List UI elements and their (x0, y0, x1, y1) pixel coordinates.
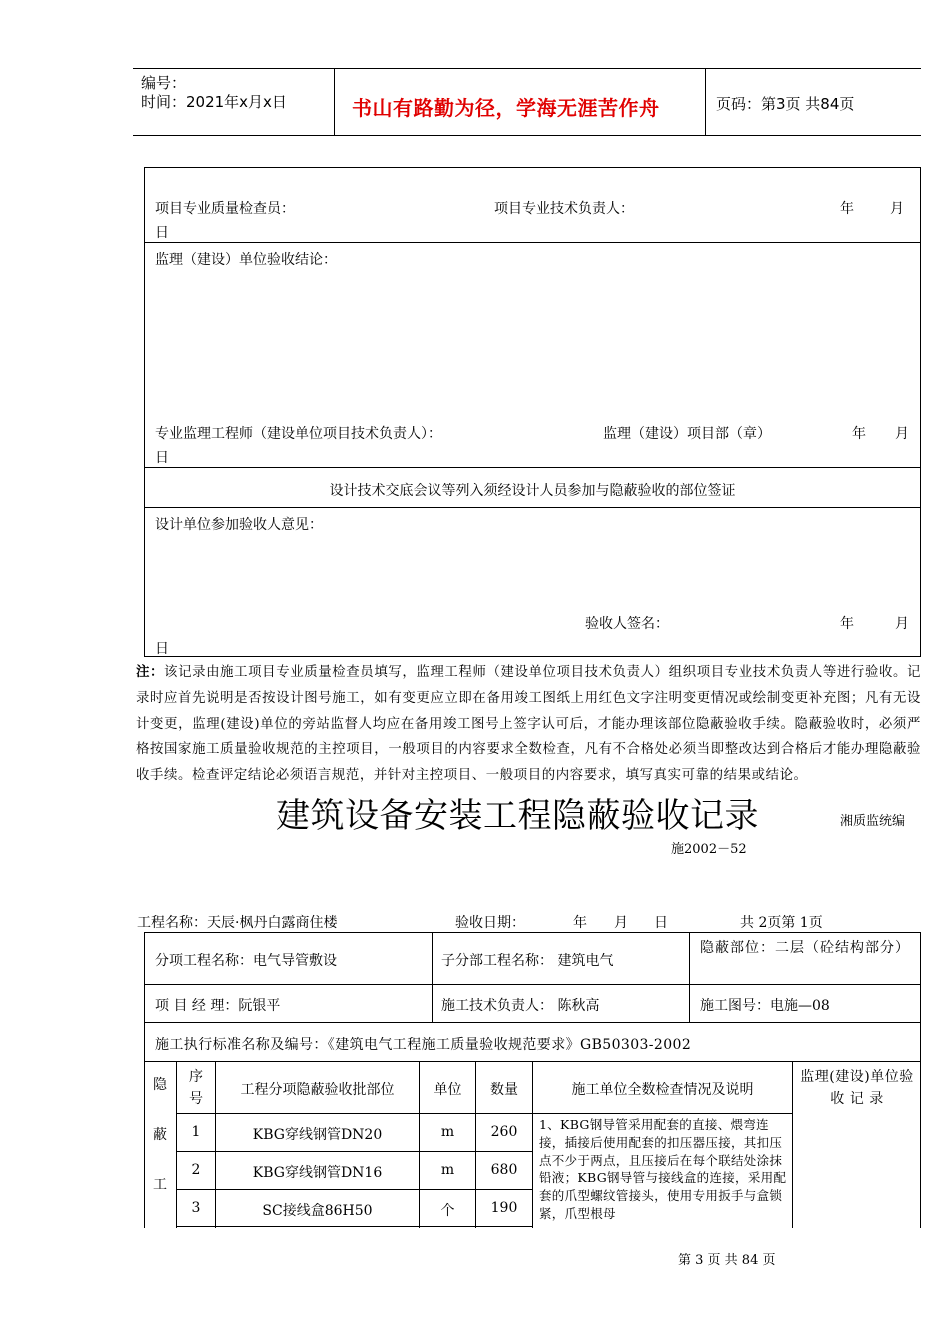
day-label: 日 (155, 641, 169, 657)
motto: 书山有路勤为径，学海无涯苦作舟 (352, 96, 660, 120)
side-label-char: 工 (153, 1177, 167, 1193)
header-bottom-rule (133, 135, 921, 136)
row-qty: 260 (490, 1124, 518, 1140)
row-part: SC接线盒86H50 (262, 1203, 373, 1219)
table-border (920, 932, 921, 1228)
supervision-conclusion-label: 监理（建设）单位验收结论： (155, 252, 337, 268)
day-label: 日 (155, 450, 169, 466)
row-seq: 3 (191, 1200, 201, 1216)
day-label: 日 (155, 225, 169, 241)
table-rule (176, 1151, 533, 1152)
hidden-part: 隐蔽部位：二层（砼结构部分） (700, 940, 910, 956)
form-rule (144, 242, 921, 243)
side-label-char: 隐 (153, 1077, 167, 1093)
header-unit: 单位 (433, 1082, 462, 1098)
tech-manager: 施工技术负责人： 陈秋高 (441, 998, 600, 1014)
side-label-char: 蔽 (153, 1127, 167, 1143)
record-title: 建筑设备安装工程隐蔽验收记录 (276, 796, 759, 836)
note-label: 注： (136, 664, 165, 680)
page-info: 页码：第3页 共84页 (716, 95, 855, 113)
supervising-engineer-label: 专业监理工程师（建设单位项目技术负责人）： (155, 426, 442, 442)
publisher-label: 湘质监统编 (840, 814, 906, 829)
header-top-rule (133, 68, 921, 69)
date-day: 日 (654, 915, 668, 931)
project-manager: 项 目 经 理：阮银平 (155, 998, 281, 1014)
table-rule (144, 1022, 921, 1023)
header-qty: 数量 (490, 1082, 518, 1098)
page-count: 共 2页第 1页 (740, 915, 823, 931)
design-signoff-title: 设计技术交底会议等列入须经设计人员参加与隐蔽验收的部位签证 (329, 483, 736, 499)
table-divider (792, 1061, 793, 1228)
acceptance-date-label: 验收日期： (455, 915, 525, 931)
month-label: 月 (895, 616, 909, 632)
row-part: KBG穿线钢管DN20 (252, 1127, 383, 1143)
header-seq: 序号 (189, 1069, 203, 1107)
date-year: 年 (573, 915, 587, 931)
sub-division-name: 子分部工程名称： 建筑电气 (441, 953, 614, 969)
row-unit: m (440, 1162, 455, 1178)
row-qty: 680 (490, 1162, 518, 1178)
month-label: 月 (890, 201, 904, 217)
row-unit: 个 (440, 1203, 455, 1219)
row-unit: m (440, 1124, 455, 1140)
standard-name: 施工执行标准名称及编号：《建筑电气工程施工质量验收规范要求》GB50303-2002 (155, 1037, 692, 1053)
table-rule (176, 1189, 533, 1190)
table-rule (144, 984, 921, 985)
tech-lead-label: 项目专业技术负责人： (494, 201, 634, 217)
form-rule (144, 656, 921, 657)
table-border (144, 932, 145, 1228)
check-description: 1、KBG钢导管采用配套的直接、煨弯连接，插接后使用配套的扣压器压接，其扣压点不少于两点，且压接后在每个联结处涂抹铅液；KBG钢导管与接线盒的连接，采用配套的爪型螺纹管接头，使用专用扳手与盒锁紧，爪型根母 (539, 1117, 787, 1221)
design-opinion-label: 设计单位参加验收人意见： (155, 517, 323, 533)
form-rule (144, 167, 921, 168)
form-border (144, 167, 145, 657)
table-rule (144, 932, 921, 933)
header-divider (705, 68, 706, 136)
sub-item-name: 分项工程名称：电气导管敷设 (155, 953, 337, 969)
table-rule (176, 1113, 793, 1114)
year-label: 年 (840, 616, 854, 632)
month-label: 月 (895, 426, 909, 442)
drawing-number: 施工图号：电施—08 (700, 998, 830, 1014)
row-seq: 1 (191, 1124, 201, 1140)
year-label: 年 (840, 201, 854, 217)
header-divider (334, 68, 335, 136)
serial-label: 编号： (141, 74, 187, 92)
row-seq: 2 (191, 1162, 201, 1178)
year-label: 年 (852, 426, 866, 442)
supervision-dept-label: 监理（建设）项目部（章） (603, 426, 771, 442)
signature-label: 验收人签名： (585, 616, 669, 632)
header-part: 工程分项隐蔽验收批部位 (240, 1082, 395, 1098)
table-divider (432, 932, 433, 1022)
form-rule (144, 467, 921, 468)
header-check: 施工单位全数检查情况及说明 (571, 1082, 754, 1098)
form-border (920, 167, 921, 657)
project-name: 工程名称：天辰·枫丹白露商住楼 (137, 915, 338, 931)
date-month: 月 (614, 915, 628, 931)
quality-inspector-label: 项目专业质量检查员： (155, 201, 295, 217)
note-paragraph (136, 660, 921, 789)
form-rule (144, 507, 921, 508)
time-label: 时间：2021年x月x日 (141, 93, 287, 111)
row-part: KBG穿线钢管DN16 (252, 1165, 383, 1181)
form-code: 施2002－52 (671, 842, 747, 857)
header-supervision: 监理(建设)单位验 收 记 录 (800, 1069, 914, 1107)
row-qty: 190 (490, 1200, 518, 1216)
note-text: 该记录由施工项目专业质量检查员填写，监理工程师（建设单位项目技术负责人）组织项目专业技术负责人等进行验收。记录时应首先说明是否按设计图号施工，如有变更应立即在备用竣工图纸上用红色文字注明变更情况或绘制变更补充图；凡有无设计变更，监理(建设)单位的旁站监督人均应在备用竣工图号上签字认可后，才能办理该部位隐蔽验收手续。隐蔽验收时，必须严格按国家施工质量验收规范的主控项目，一般项目的内容要求全数检查，凡有不合格处必须当即整改达到合格后才能办理隐蔽验收手续。检查评定结论必须语言规范，并针对主控项目、一般项目的内容要求，填写真实可靠的结果或结论。 (136, 665, 921, 784)
footer-page: 第 3 页 共 84 页 (678, 1253, 776, 1268)
table-divider (689, 932, 690, 1022)
table-rule (176, 1226, 533, 1227)
